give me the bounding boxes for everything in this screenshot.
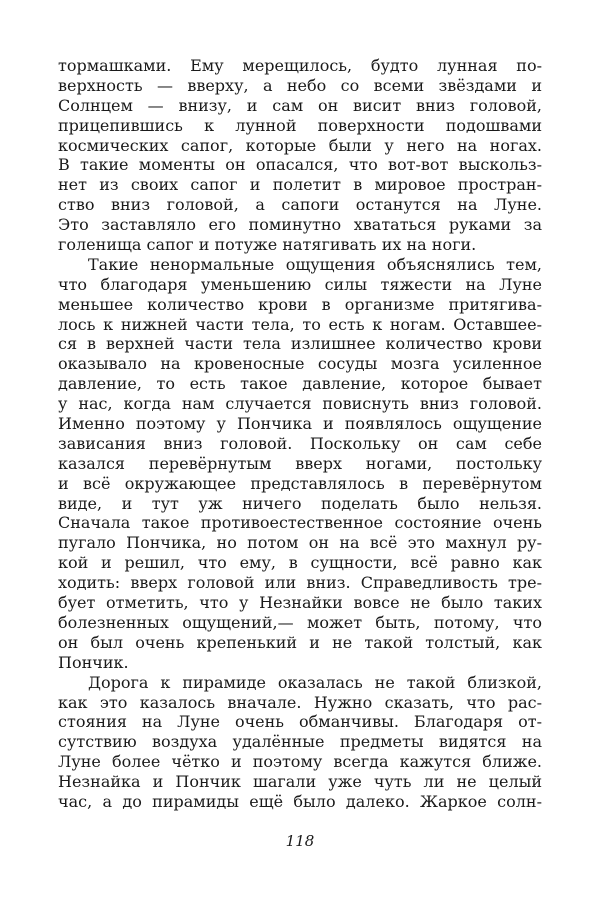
paragraph	[58, 255, 542, 673]
paragraph	[58, 673, 542, 812]
text-line: болезненных ощущений,— может быть, потому, что	[58, 612, 542, 632]
text-line: час, а до пирамиды ещё было далеко. Жаркое солн-	[58, 791, 542, 811]
text-line: бует отметить, что у Незнайки вовсе не было таких	[58, 593, 542, 613]
text-line: он был очень крепенький и не такой толстый, как	[58, 632, 542, 652]
text-line: Солнцем — внизу, и сам он висит вниз головой,	[58, 95, 542, 115]
text-line: В такие моменты он опасался, что вот-вот выскольз-	[58, 155, 542, 175]
text-line: оказывало на кровеносные сосуды мозга усиленное	[58, 354, 542, 374]
text-line: зависания вниз головой. Поскольку он сам себе	[58, 433, 542, 453]
text-line: меньшее количество крови в организме притягива-	[58, 294, 542, 314]
text-line: у нас, когда нам случается повиснуть вниз головой.	[58, 394, 542, 414]
text-line: тормашками. Ему мерещилось, будто лунная по-	[58, 56, 542, 75]
text-line: ство вниз головой, а сапоги останутся на Луне.	[58, 195, 542, 215]
text-line: ся в верхней части тела излишнее количество крови	[58, 334, 542, 354]
text-line: Луне более чётко и поэтому всегда кажутся ближе.	[58, 752, 542, 772]
text-line: прицепившись к лунной поверхности подошвами	[58, 115, 542, 135]
text-line: космических сапог, которые были у него на ногах.	[58, 135, 542, 155]
text-line: виде, и тут уж ничего поделать было нельзя.	[58, 493, 542, 513]
text-line: Именно поэтому у Пончика и появлялось ощущение	[58, 414, 542, 434]
text-line: голенища сапог и потуже натягивать их на ноги.	[58, 235, 477, 255]
text-line: верхность — вверху, а небо со всеми звёздами и	[58, 75, 542, 95]
text-line: пугало Пончика, но потом он на всё это махнул ру-	[58, 533, 542, 553]
text-line: ходить: вверх головой или вниз. Справедливость тре-	[58, 573, 542, 593]
page-body	[58, 56, 542, 812]
text-line: сутствию воздуха удалённые предметы видятся на	[58, 732, 542, 752]
text-line: стояния на Луне очень обманчивы. Благодаря от-	[58, 712, 542, 732]
text-line: нет из своих сапог и полетит в мировое простран-	[58, 175, 542, 195]
text-line: Это заставляло его поминутно хвататься руками за	[58, 215, 542, 235]
text-line: кой и решил, что ему, в сущности, всё равно как	[58, 553, 542, 573]
text-line: Пончик.	[58, 652, 129, 672]
text-line: казался перевёрнутым вверх ногами, постольку	[58, 453, 542, 473]
page-number: 118	[285, 832, 315, 850]
text-line: Такие ненормальные ощущения объяснялись тем,	[88, 254, 542, 274]
text-line: лось к нижней части тела, то есть к ногам. Оставшее-	[58, 314, 542, 334]
text-line: и всё окружающее представлялось в перевёрнутом	[58, 473, 542, 493]
text-line: Сначала такое противоестественное состояние очень	[58, 513, 542, 533]
text-line: давление, то есть такое давление, которое бывает	[58, 374, 542, 394]
text-line: Незнайка и Пончик шагали уже чуть ли не целый	[58, 772, 542, 792]
text-line: как это казалось вначале. Нужно сказать, что рас-	[58, 692, 542, 712]
text-line: что благодаря уменьшению силы тяжести на Луне	[58, 274, 542, 294]
text-line: Дорога к пирамиде оказалась не такой близкой,	[88, 672, 542, 692]
paragraph	[58, 56, 542, 255]
